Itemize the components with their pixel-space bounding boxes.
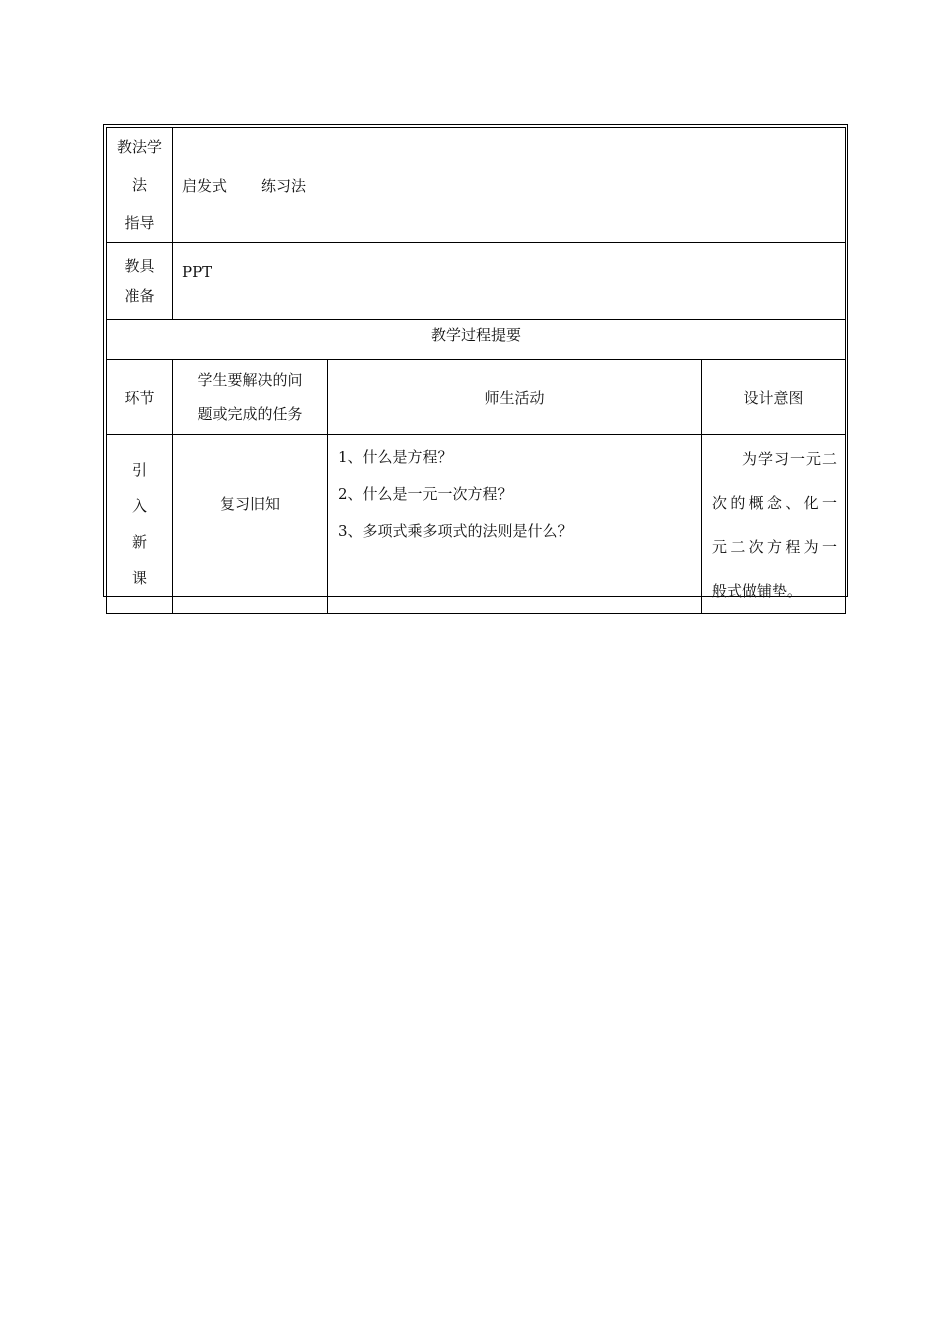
intent-line: 为学习一元二 [742,450,838,468]
intent-line: 元二次方程为一 [712,538,838,556]
method-label-cell [107,128,173,243]
intent-line: 般式做铺垫。 [712,582,803,600]
tools-value: PPT [182,263,213,281]
method-label-line: 指导 [124,214,155,232]
method-item: 练习法 [261,176,307,195]
intro-stage-char: 新 [131,533,147,551]
process-title-row [107,320,846,360]
intro-task: 复习旧知 [219,495,280,513]
intro-stage-char: 课 [131,569,147,587]
tools-value-cell [173,243,846,320]
header-task-line: 学生要解决的问 [197,371,303,389]
activity-question: 3、多项式乘多项式的法则是什么？ [338,522,573,540]
method-row [107,128,846,243]
process-title-cell [107,320,846,360]
method-label-line: 教法学 [116,138,162,156]
lesson-plan-table [106,127,846,614]
intro-task-cell [173,435,328,614]
header-intent: 设计意图 [702,360,846,435]
activity-question: 1、什么是方程？ [338,448,453,466]
method-item: 启发式 [182,176,228,195]
method-label-line: 法 [131,176,147,194]
tools-label-cell [107,243,173,320]
intro-intent-cell [702,435,846,614]
tools-row [107,243,846,320]
intro-stage-char: 入 [131,497,147,515]
intent-line: 次的概念、化一 [712,494,838,512]
header-activity: 师生活动 [328,360,702,435]
intro-stage-char: 引 [131,461,147,479]
activity-question: 2、什么是一元一次方程？ [338,485,513,503]
header-task [173,360,328,435]
column-header-row [107,360,846,435]
intro-stage-cell [107,435,173,614]
intro-row [107,435,846,614]
tools-label-line: 教具 [124,257,155,275]
intro-activities-cell [328,435,702,614]
tools-label-line: 准备 [124,287,155,305]
process-title: 教学过程提要 [431,326,522,344]
header-task-line: 题或完成的任务 [197,405,303,423]
method-value-cell [173,128,846,243]
header-stage: 环节 [107,360,173,435]
